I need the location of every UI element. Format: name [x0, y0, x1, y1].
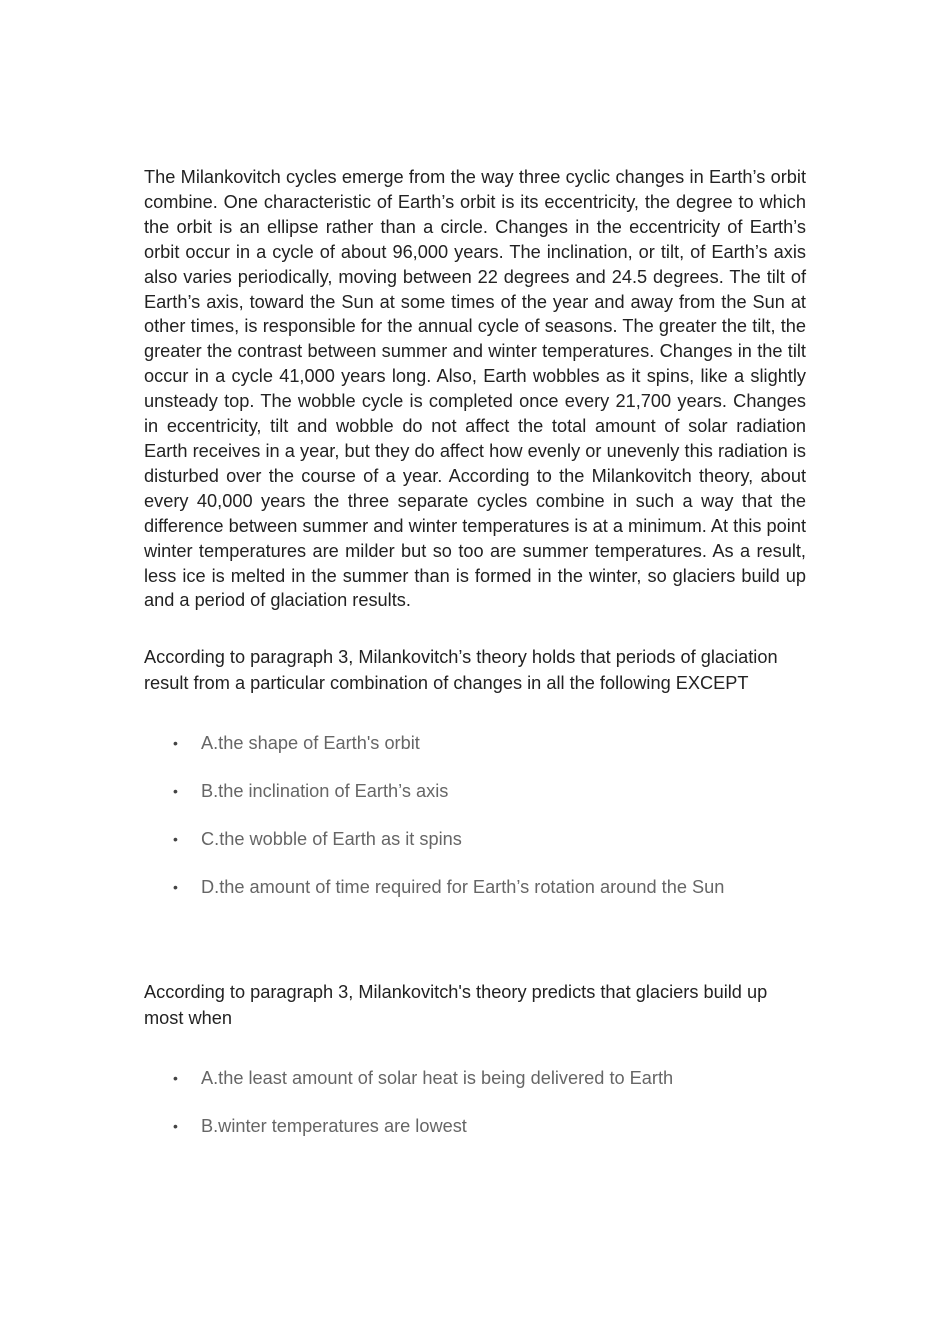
option-label: A.the shape of Earth's orbit: [201, 733, 420, 754]
bullet-icon: •: [173, 735, 178, 752]
question-2-option-a[interactable]: [144, 1066, 806, 1090]
option-label: D.the amount of time required for Earth’s rotation around the Sun: [201, 877, 725, 898]
bullet-icon: •: [173, 879, 178, 896]
reading-passage: The Milankovitch cycles emerge from the way three cyclic changes in Earth’s orbit combine. One characteristic of Earth’s orbit is its eccentricity, the degree to which the orbit is an ellipse rather than a circle. Changes in the eccentricity of Earth’s orbit occur in a cycle of about 96,000 years. The inclination, or tilt, of Earth’s axis also varies periodically, moving between 22 degrees and 24.5 degrees. The tilt of Earth’s axis, toward the Sun at some times of the year and away from the Sun at other times, is responsible for the annual cycle of seasons. The greater the tilt, the greater the contrast between summer and winter temperatures. Changes in the tilt occur in a cycle 41,000 years long. Also, Earth wobbles as it spins, like a slightly unsteady top. The wobble cycle is completed once every 21,700 years. Changes in eccentricity, tilt and wobble do not affect the total amount of solar radiation Earth receives in a year, but they do affect how evenly or unevenly this radiation is disturbed over the course of a year. According to the Milankovitch theory, about every 40,000 years the three separate cycles combine in such a way that the difference between summer and winter temperatures is at a minimum. At this point winter temperatures are milder but so too are summer temperatures. As a result, less ice is melted in the summer than is formed in the winter, so glaciers build up and a period of glaciation results.: [144, 167, 806, 611]
bullet-icon: •: [173, 831, 178, 848]
option-label: B.winter temperatures are lowest: [201, 1116, 467, 1137]
question-1-option-c[interactable]: [144, 827, 806, 851]
question-2-options: [144, 1066, 806, 1138]
question-1-option-d[interactable]: [144, 875, 806, 899]
bullet-icon: •: [173, 1118, 178, 1135]
question-1-option-a[interactable]: [144, 731, 806, 755]
question-1-options: [144, 731, 806, 899]
question-1-prompt: According to paragraph 3, Milankovitch’s theory holds that periods of glaciation result from a particular combination of changes in all the following EXCEPT: [144, 647, 778, 694]
bullet-icon: •: [173, 783, 178, 800]
option-label: A.the least amount of solar heat is being delivered to Earth: [201, 1068, 674, 1089]
option-label: C.the wobble of Earth as it spins: [201, 829, 462, 850]
question-2-prompt: According to paragraph 3, Milankovitch's theory predicts that glaciers build up most when: [144, 982, 768, 1029]
bullet-icon: •: [173, 1070, 178, 1087]
option-label: B.the inclination of Earth’s axis: [201, 781, 449, 802]
question-1-option-b[interactable]: [144, 779, 806, 803]
question-2-option-b[interactable]: [144, 1114, 806, 1138]
document-page: [144, 165, 806, 1162]
